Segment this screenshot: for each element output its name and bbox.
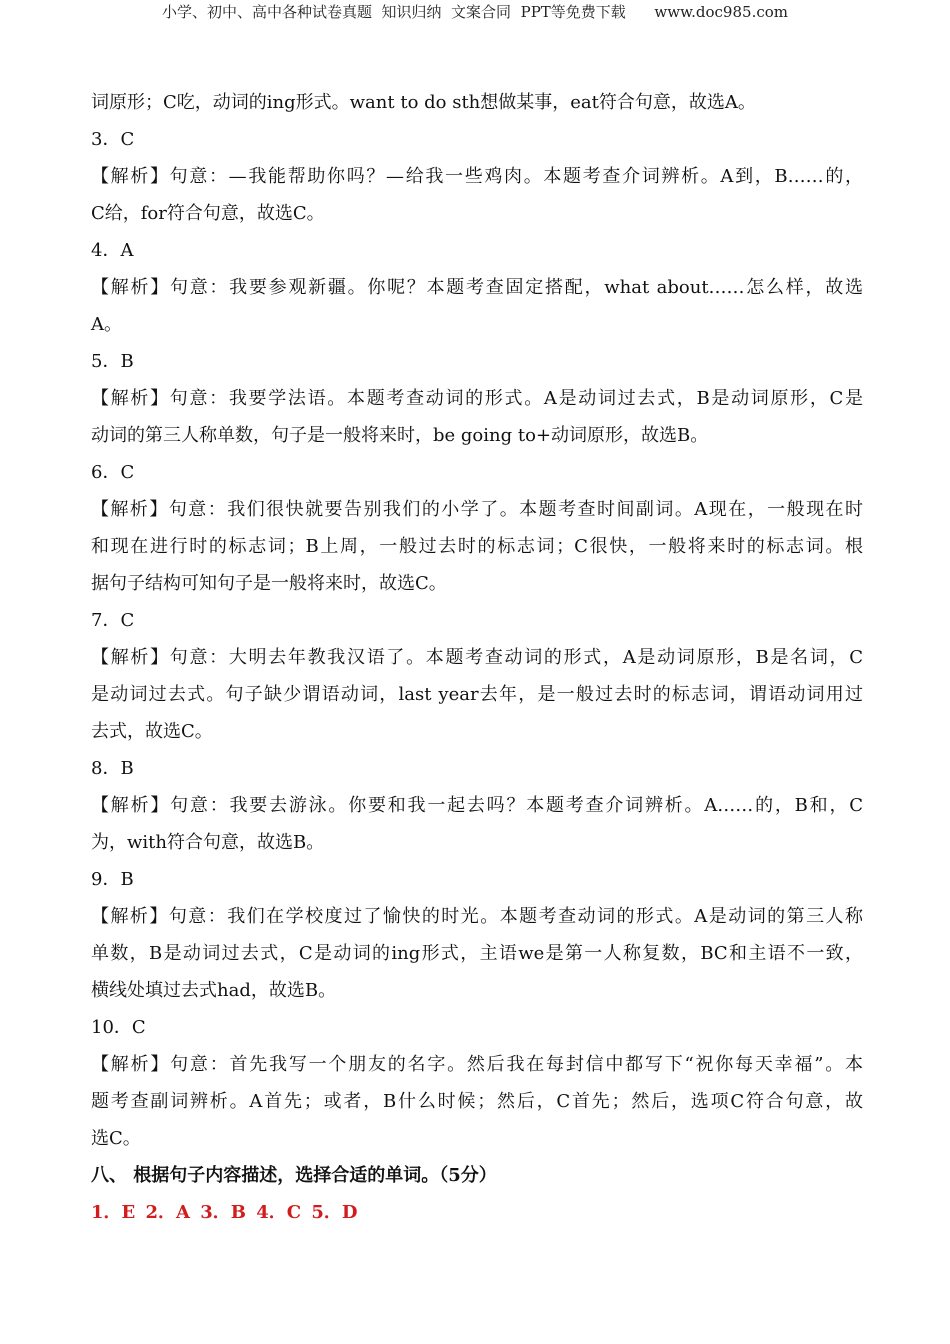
text-line: 横线处填过去式had，故选B。 bbox=[91, 980, 337, 1001]
section-heading: 八、 根据句子内容描述，选择合适的单词。（5分） bbox=[91, 1165, 497, 1186]
page-header: 小学、初中、高中各种试卷真题 知识归纳 文案合同 PPT等免费下载 www.doc985.com bbox=[161, 3, 788, 21]
text-line: 4．A bbox=[91, 240, 134, 261]
text-line: 题考查副词辨析。A首先；或者，B什么时候；然后，C首先；然后，选项C符合句意，故 bbox=[91, 1091, 863, 1112]
text-line: 去式，故选C。 bbox=[91, 721, 213, 742]
text-line: 3．C bbox=[91, 129, 135, 150]
text-line: 动词的第三人称单数，句子是一般将来时，be going to+动词原形，故选B。 bbox=[91, 425, 709, 446]
text-line: 7．C bbox=[91, 610, 135, 631]
text-line: 10．C bbox=[91, 1017, 146, 1038]
text-line: 和现在进行时的标志词；B上周，一般过去时的标志词；C很快，一般将来时的标志词。根 bbox=[91, 536, 863, 557]
text-line: 【解析】句意：我要参观新疆。你呢？本题考查固定搭配，what about……怎么样，故选 bbox=[91, 277, 863, 298]
text-line: 据句子结构可知句子是一般将来时，故选C。 bbox=[91, 573, 447, 594]
text-line: 选C。 bbox=[91, 1128, 141, 1149]
text-line: 【解析】句意：—我能帮助你吗？—给我一些鸡肉。本题考查介词辨析。A到，B……的， bbox=[91, 166, 863, 187]
text-line: 是动词过去式。句子缺少谓语动词，last year去年，是一般过去时的标志词，谓语动词用过 bbox=[91, 684, 863, 705]
text-line: 【解析】句意：我要去游泳。你要和我一起去吗？本题考查介词辨析。A……的，B和，C bbox=[91, 795, 863, 816]
text-line: 【解析】句意：大明去年教我汉语了。本题考查动词的形式，A是动词原形，B是名词，C bbox=[91, 647, 863, 668]
text-line: 8．B bbox=[91, 758, 134, 779]
text-line: 【解析】句意：我要学法语。本题考查动词的形式。A是动词过去式，B是动词原形，C是 bbox=[91, 388, 863, 409]
text-line: 为，with符合句意，故选B。 bbox=[91, 832, 325, 853]
text-line: A。 bbox=[91, 314, 122, 335]
explanation-lines bbox=[91, 84, 863, 1157]
answer-explanations bbox=[91, 84, 863, 1231]
text-line: 单数，B是动词过去式，C是动词的ing形式，主语we是第一人称复数，BC和主语不一致， bbox=[91, 943, 863, 964]
text-line: 6．C bbox=[91, 462, 135, 483]
text-line: 【解析】句意：我们在学校度过了愉快的时光。本题考查动词的形式。A是动词的第三人称 bbox=[91, 906, 863, 927]
answer-key: 1．E 2．A 3．B 4．C 5．D bbox=[91, 1202, 358, 1223]
text-line: 5．B bbox=[91, 351, 134, 372]
text-line: 【解析】句意：首先我写一个朋友的名字。然后我在每封信中都写下“祝你每天幸福”。本 bbox=[91, 1054, 863, 1075]
text-line: 9．B bbox=[91, 869, 134, 890]
text-line: 词原形；C吃，动词的ing形式。want to do sth想做某事，eat符合句意，故选A。 bbox=[91, 92, 756, 113]
text-line: C给，for符合句意，故选C。 bbox=[91, 203, 325, 224]
text-line: 【解析】句意：我们很快就要告别我们的小学了。本题考查时间副词。A现在，一般现在时 bbox=[91, 499, 863, 520]
